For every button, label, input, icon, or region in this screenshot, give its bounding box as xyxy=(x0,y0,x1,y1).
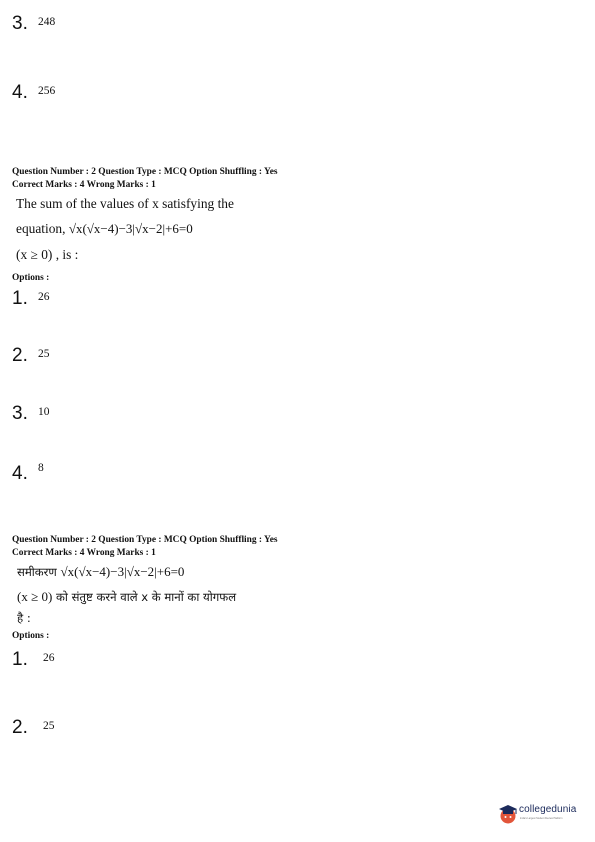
question-meta: Question Number : 2 Question Type : MCQ Option Shuffling : Yes xyxy=(12,167,278,177)
options-label: Options : xyxy=(12,631,50,641)
option-number: 3. xyxy=(12,13,28,34)
option-number: 2. xyxy=(12,345,28,366)
question-condition: (x ≥ 0) xyxy=(17,589,53,604)
option-value: 248 xyxy=(38,16,56,28)
logo-wordmark: collegedunia xyxy=(519,804,577,815)
option-value: 256 xyxy=(38,85,56,97)
options-label: Options : xyxy=(12,273,50,283)
option-number: 1. xyxy=(12,288,28,309)
question-text-line3: है : xyxy=(17,611,31,625)
graduate-cap-icon xyxy=(497,803,519,825)
collegedunia-logo xyxy=(497,801,589,827)
option-value: 26 xyxy=(38,291,50,303)
question-meta: Question Number : 2 Question Type : MCQ Option Shuffling : Yes xyxy=(12,535,278,545)
option-number: 3. xyxy=(12,403,28,424)
question-text-prefix: equation, xyxy=(16,221,69,236)
option-value: 26 xyxy=(43,652,55,664)
option-value: 8 xyxy=(38,462,44,474)
option-value: 25 xyxy=(43,720,55,732)
marks-meta: Correct Marks : 4 Wrong Marks : 1 xyxy=(12,548,156,558)
question-condition: (x ≥ 0) , is : xyxy=(16,247,79,262)
marks-meta: Correct Marks : 4 Wrong Marks : 1 xyxy=(12,180,156,190)
logo-tagline: India's Largest Student Review Platform xyxy=(520,817,563,820)
option-number: 2. xyxy=(12,717,28,738)
question-text-line2 xyxy=(17,589,236,605)
option-number: 1. xyxy=(12,649,28,670)
question-text-suffix: को संतुष्ट करने वाले x के मानों का योगफल xyxy=(52,590,237,604)
question-text-prefix: समीकरण xyxy=(17,565,61,579)
equation: √x(√x−4)−3|√x−2|+6=0 xyxy=(60,564,185,579)
question-text-line1 xyxy=(17,564,184,580)
option-number: 4. xyxy=(12,463,28,484)
option-value: 25 xyxy=(38,348,50,360)
question-text-line1: The sum of the values of x satisfying the xyxy=(16,196,234,211)
equation: √x(√x−4)−3|√x−2|+6=0 xyxy=(68,221,193,236)
question-text-line2 xyxy=(16,221,193,237)
option-value: 10 xyxy=(38,406,50,418)
option-number: 4. xyxy=(12,82,28,103)
